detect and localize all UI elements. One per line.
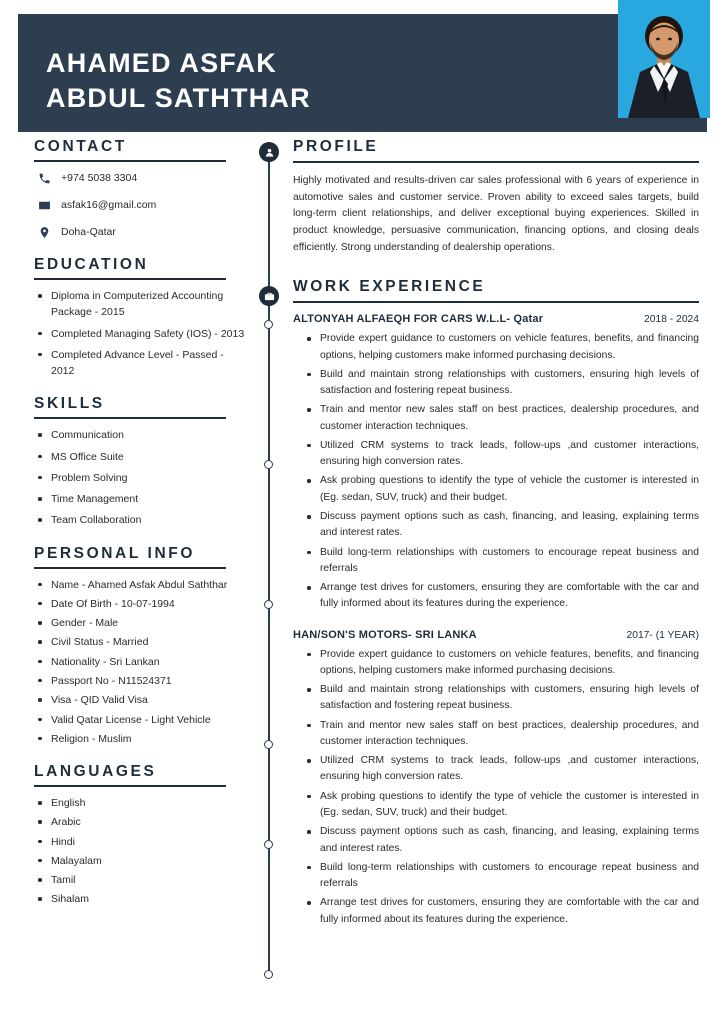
list-item: Build and maintain strong relationships with customers, ensuring high levels of satisfaction and fostering repeat business. [307, 367, 699, 400]
phone-value: +974 5038 3304 [61, 172, 138, 184]
list-item: Religion - Muslim [38, 731, 246, 747]
list-item [36, 170, 246, 186]
education-section-title: EDUCATION [34, 256, 149, 273]
job-entry [293, 629, 699, 928]
timeline-dot [264, 840, 273, 849]
candidate-name [46, 46, 311, 116]
email-value: asfak16@gmail.com [61, 199, 157, 211]
list-item: Team Collaboration [38, 512, 246, 528]
location-pin-icon [36, 224, 52, 240]
list-item: Utilized CRM systems to track leads, follow-ups ,and customer interactions, ensuring high conversion rates. [307, 438, 699, 471]
list-item: Arrange test drives for customers, ensuring they are comfortable with the car and fully informed about its features during the experience. [307, 580, 699, 613]
job-bullets [293, 647, 699, 928]
list-item [36, 197, 246, 213]
contact-section-title: CONTACT [34, 138, 127, 155]
list-item: Problem Solving [38, 470, 246, 486]
timeline-dot [264, 740, 273, 749]
profile-section-title: PROFILE [293, 138, 379, 155]
personal-info-section [18, 545, 246, 747]
divider [34, 160, 226, 162]
profile-section [293, 138, 699, 256]
job-header [293, 313, 699, 325]
timeline [262, 138, 276, 983]
contact-section [18, 138, 246, 240]
list-item: Malayalam [38, 853, 246, 869]
job-bullets [293, 331, 699, 612]
list-item: Diploma in Computerized Accounting Package - 2015 [38, 288, 246, 321]
main-content [293, 138, 699, 944]
list-item: Build and maintain strong relationships with customers, ensuring high levels of satisfaction and fostering repeat business. [307, 682, 699, 715]
list-item: Tamil [38, 872, 246, 888]
work-experience-section [293, 278, 699, 928]
divider [34, 785, 226, 787]
list-item: Nationality - Sri Lankan [38, 654, 246, 670]
list-item: Ask probing questions to identify the type of vehicle the customer is interested in (Eg. sedan, SUV, truck) and their budget. [307, 789, 699, 822]
list-item: Train and mentor new sales staff on best practices, dealership procedures, and customer interaction techniques. [307, 402, 699, 435]
candidate-name-line1: AHAMED ASFAK [46, 48, 277, 78]
job-entry [293, 313, 699, 612]
education-list [18, 288, 246, 379]
list-item: Train and mentor new sales staff on best practices, dealership procedures, and customer interaction techniques. [307, 718, 699, 751]
timeline-line [268, 156, 270, 976]
list-item: Utilized CRM systems to track leads, follow-ups ,and customer interactions, ensuring high conversion rates. [307, 753, 699, 786]
education-section [18, 256, 246, 379]
profile-photo [618, 0, 710, 118]
list-item: Gender - Male [38, 615, 246, 631]
briefcase-icon [259, 286, 279, 306]
list-item: Arrange test drives for customers, ensuring they are comfortable with the car and fully informed about its features during the experience. [307, 895, 699, 928]
job-header [293, 629, 699, 641]
candidate-name-line2: ABDUL SATHTHAR [46, 83, 311, 114]
list-item: Sihalam [38, 891, 246, 907]
list-item: Valid Qatar License - Light Vehicle [38, 712, 246, 728]
skills-section-title: SKILLS [34, 395, 105, 413]
work-experience-section-title: WORK EXPERIENCE [293, 278, 486, 296]
list-item: Communication [38, 427, 246, 443]
list-item: Provide expert guidance to customers on vehicle features, benefits, and financing options, helping customers make informed purchasing decisions. [307, 331, 699, 364]
list-item: Completed Advance Level - Passed - 2012 [38, 347, 246, 380]
profile-text: Highly motivated and results-driven car sales professional with 6 years of experience in automotive sales and customer service. Proven ability to exceed sales targets, build long-term client relationships, and deliver exceptional buying experiences. Skilled in product knowledge, persuasive communication, financing options, and closing deals efficiently. Strong understanding of dealership operations. [293, 175, 699, 253]
list-item: English [38, 795, 246, 811]
job-company: HAN/SON'S MOTORS- SRI LANKA [293, 628, 477, 641]
job-company: ALTONYAH ALFAEQH FOR CARS W.L.L- Qatar [293, 313, 544, 326]
timeline-dot [264, 600, 273, 609]
personal-info-list [18, 577, 246, 747]
divider [34, 567, 226, 569]
list-item: Ask probing questions to identify the type of vehicle the customer is interested in (Eg. sedan, SUV, truck) and their budget. [307, 473, 699, 506]
divider [34, 278, 226, 280]
envelope-icon [36, 197, 52, 213]
timeline-dot [264, 320, 273, 329]
contact-list [18, 170, 246, 240]
list-item [36, 224, 246, 240]
phone-icon [36, 170, 52, 186]
list-item: Name - Ahamed Asfak Abdul Saththar [38, 577, 246, 593]
list-item: Build long-term relationships with customers to encourage repeat business and referrals [307, 545, 699, 578]
list-item: Passport No - N11524371 [38, 673, 246, 689]
list-item: Discuss payment options such as cash, financing, and leasing, explaining terms and interest rates. [307, 824, 699, 857]
left-sidebar [18, 138, 246, 924]
languages-section-title: LANGUAGES [34, 763, 157, 781]
languages-section [18, 763, 246, 908]
job-dates: 2018 - 2024 [644, 314, 699, 326]
list-item: Arabic [38, 814, 246, 830]
list-item: Provide expert guidance to customers on vehicle features, benefits, and financing options, helping customers make informed purchasing decisions. [307, 647, 699, 680]
skills-section [18, 395, 246, 528]
list-item: Visa - QID Valid Visa [38, 692, 246, 708]
list-item: Civil Status - Married [38, 634, 246, 650]
languages-list [18, 795, 246, 908]
list-item: Time Management [38, 491, 246, 507]
list-item: Discuss payment options such as cash, financing, and leasing, explaining terms and interest rates. [307, 509, 699, 542]
divider [293, 301, 699, 303]
list-item: Date Of Birth - 10-07-1994 [38, 596, 246, 612]
person-icon [259, 142, 279, 162]
divider [293, 161, 699, 163]
list-item: Hindi [38, 834, 246, 850]
list-item: Completed Managing Safety (IOS) - 2013 [38, 326, 246, 342]
list-item: Build long-term relationships with customers to encourage repeat business and referrals [307, 860, 699, 893]
location-value: Doha-Qatar [61, 226, 116, 238]
job-dates: 2017- (1 YEAR) [626, 629, 699, 641]
resume-header [18, 14, 707, 132]
profile-photo-illustration [618, 0, 710, 118]
divider [34, 417, 226, 419]
personal-info-section-title: PERSONAL INFO [34, 544, 195, 562]
timeline-dot [264, 460, 273, 469]
list-item: MS Office Suite [38, 449, 246, 465]
timeline-dot [264, 970, 273, 979]
skills-list [18, 427, 246, 528]
